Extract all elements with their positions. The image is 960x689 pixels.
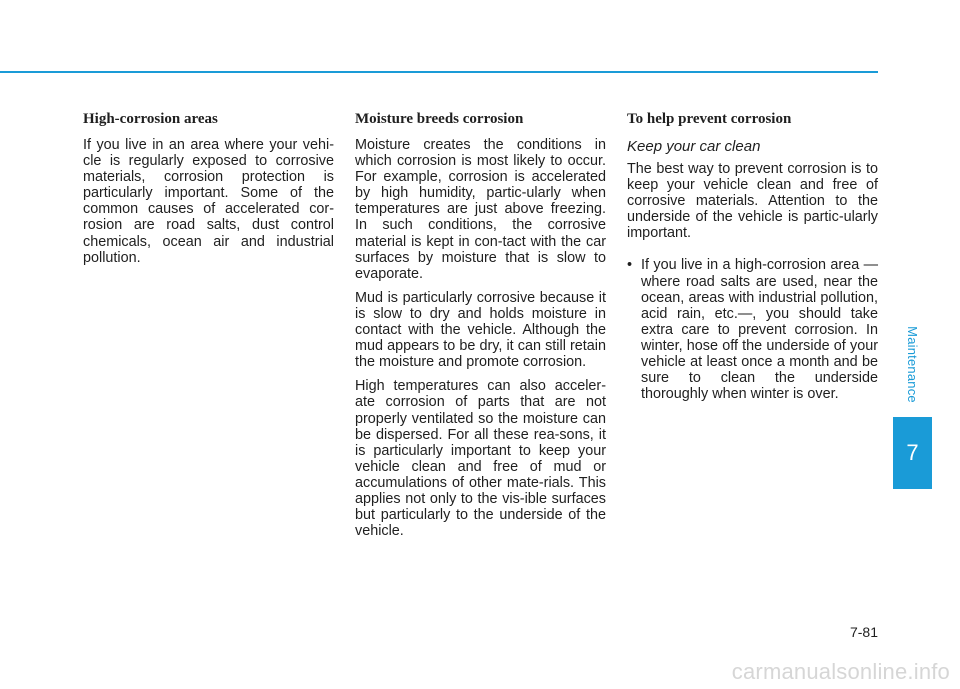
page-number: 7-81 [849,624,878,640]
paragraph: Moisture creates the conditions in which corrosion is most likely to occur. For example, corrosion is accelerated by high humidity, partic-ularly when temperatures are just above freezing. In such conditions, the corrosive material is kept in con-tact with the car surfaces by moisture that is slow to evaporate. [355,137,606,282]
bullet-list [627,257,878,402]
paragraph: If you live in an area where your vehi-cle is regularly exposed to corrosive materials, corrosion protection is particularly important. Some of the common causes of accelerated cor-rosion are road salts, dust control chemicals, ocean air and industrial pollution. [83,137,334,266]
subheading-keep-car-clean: Keep your car clean [627,138,761,155]
watermark: carmanualsonline.info [731,659,950,684]
bullet-dot: • [627,257,633,274]
section-tab-label [893,314,932,414]
paragraph: The best way to prevent corrosion is to keep your vehicle clean and free of corrosive materials. Attention to the underside of the vehicle is partic-ularly important. [627,161,878,242]
column-prevent-corrosion [627,109,878,402]
chapter-number-tab [893,417,932,489]
paragraph: High temperatures can also acceler-ate corrosion of parts that are not properly ventilated so the moisture can be dispersed. For all these rea-sons, it is particularly important to keep your vehicle clean and free of mud or accumulations of other mate-rials. This applies not only to the vis-ible surfaces but particularly to the underside of the vehicle. [355,378,606,540]
chapter-number: 7 [906,440,919,465]
list-item [627,257,878,402]
heading-high-corrosion-areas: High-corrosion areas [83,111,218,127]
column-high-corrosion [83,109,334,274]
section-label-maintenance: Maintenance [905,325,921,403]
heading-to-help-prevent-corrosion: To help prevent corrosion [627,111,792,127]
paragraph: Mud is particularly corrosive because it is slow to dry and holds moisture in contact with the vehicle. Although the mud appears to be dry, it can still retain the moisture and promote corrosion. [355,289,606,371]
header-rule [0,71,878,73]
heading-moisture-breeds-corrosion: Moisture breeds corrosion [355,111,524,127]
column-moisture [355,109,606,547]
list-item-text: If you live in a high-corrosion area — where road salts are used, near the ocean, areas with industrial pollution, acid rain, etc.—, you should take extra care to prevent corrosion. In winter, hose off the underside of your vehicle at least once a month and be sure to clean the underside thoroughly when winter is over. [641,257,878,403]
